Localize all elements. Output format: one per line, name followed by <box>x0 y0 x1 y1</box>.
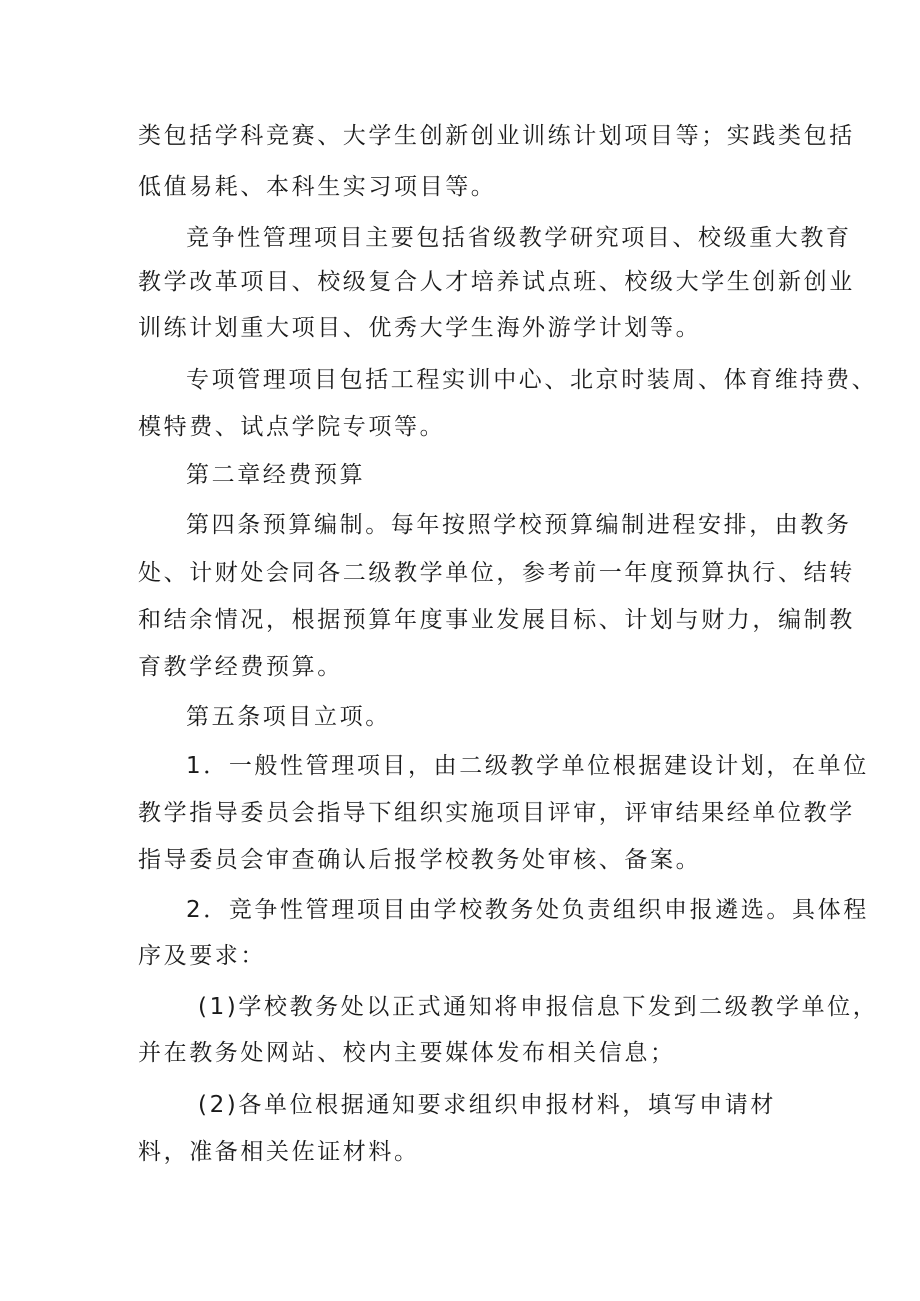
body-text-line: 序及要求： <box>138 943 266 969</box>
paragraph-start-line: 竞争性管理项目主要包括省级教学研究项目、校级重大教育 <box>186 225 852 251</box>
article-heading: 第五条项目立项。 <box>186 704 391 730</box>
paragraph-start-line: (2)各单位根据通知要求组织申报材料，填写申请材 <box>198 1092 776 1118</box>
body-text-line: 育教学经费预算。 <box>138 654 343 680</box>
paragraph-start-line: 1．一般性管理项目，由二级教学单位根据建设计划，在单位 <box>186 753 869 779</box>
paragraph-start-line: (1)学校教务处以正式通知将申报信息下发到二级教学单位， <box>198 994 879 1020</box>
body-text-line: 教学改革项目、校级复合人才培养试点班、校级大学生创新创业 <box>138 269 855 295</box>
body-text-line: 训练计划重大项目、优秀大学生海外游学计划等。 <box>138 315 702 341</box>
paragraph-start-line: 2．竞争性管理项目由学校教务处负责组织申报遴选。具体程 <box>186 897 869 923</box>
body-text-line: 处、计财处会同各二级教学单位，参考前一年度预算执行、结转 <box>138 560 855 586</box>
body-text-line: 指导委员会审查确认后报学校教务处审核、备案。 <box>138 847 702 873</box>
body-text-line: 模特费、试点学院专项等。 <box>138 414 446 440</box>
body-text-line: 并在教务处网站、校内主要媒体发布相关信息； <box>138 1040 676 1066</box>
body-text-line: 教学指导委员会指导下组织实施项目评审，评审结果经单位教学 <box>138 800 855 826</box>
paragraph-start-line: 第四条预算编制。每年按照学校预算编制进程安排，由教务 <box>186 512 852 538</box>
body-text-line: 低值易耗、本科生实习项目等。 <box>138 174 497 200</box>
body-text-line: 类包括学科竞赛、大学生创新创业训练计划项目等；实践类包括 <box>138 123 855 149</box>
body-text-line: 和结余情况，根据预算年度事业发展目标、计划与财力，编制教 <box>138 607 855 633</box>
chapter-heading: 第二章经费预算 <box>186 462 366 488</box>
body-text-line: 料，准备相关佐证材料。 <box>138 1139 420 1165</box>
paragraph-start-line: 专项管理项目包括工程实训中心、北京时装周、体育维持费、 <box>186 367 878 393</box>
